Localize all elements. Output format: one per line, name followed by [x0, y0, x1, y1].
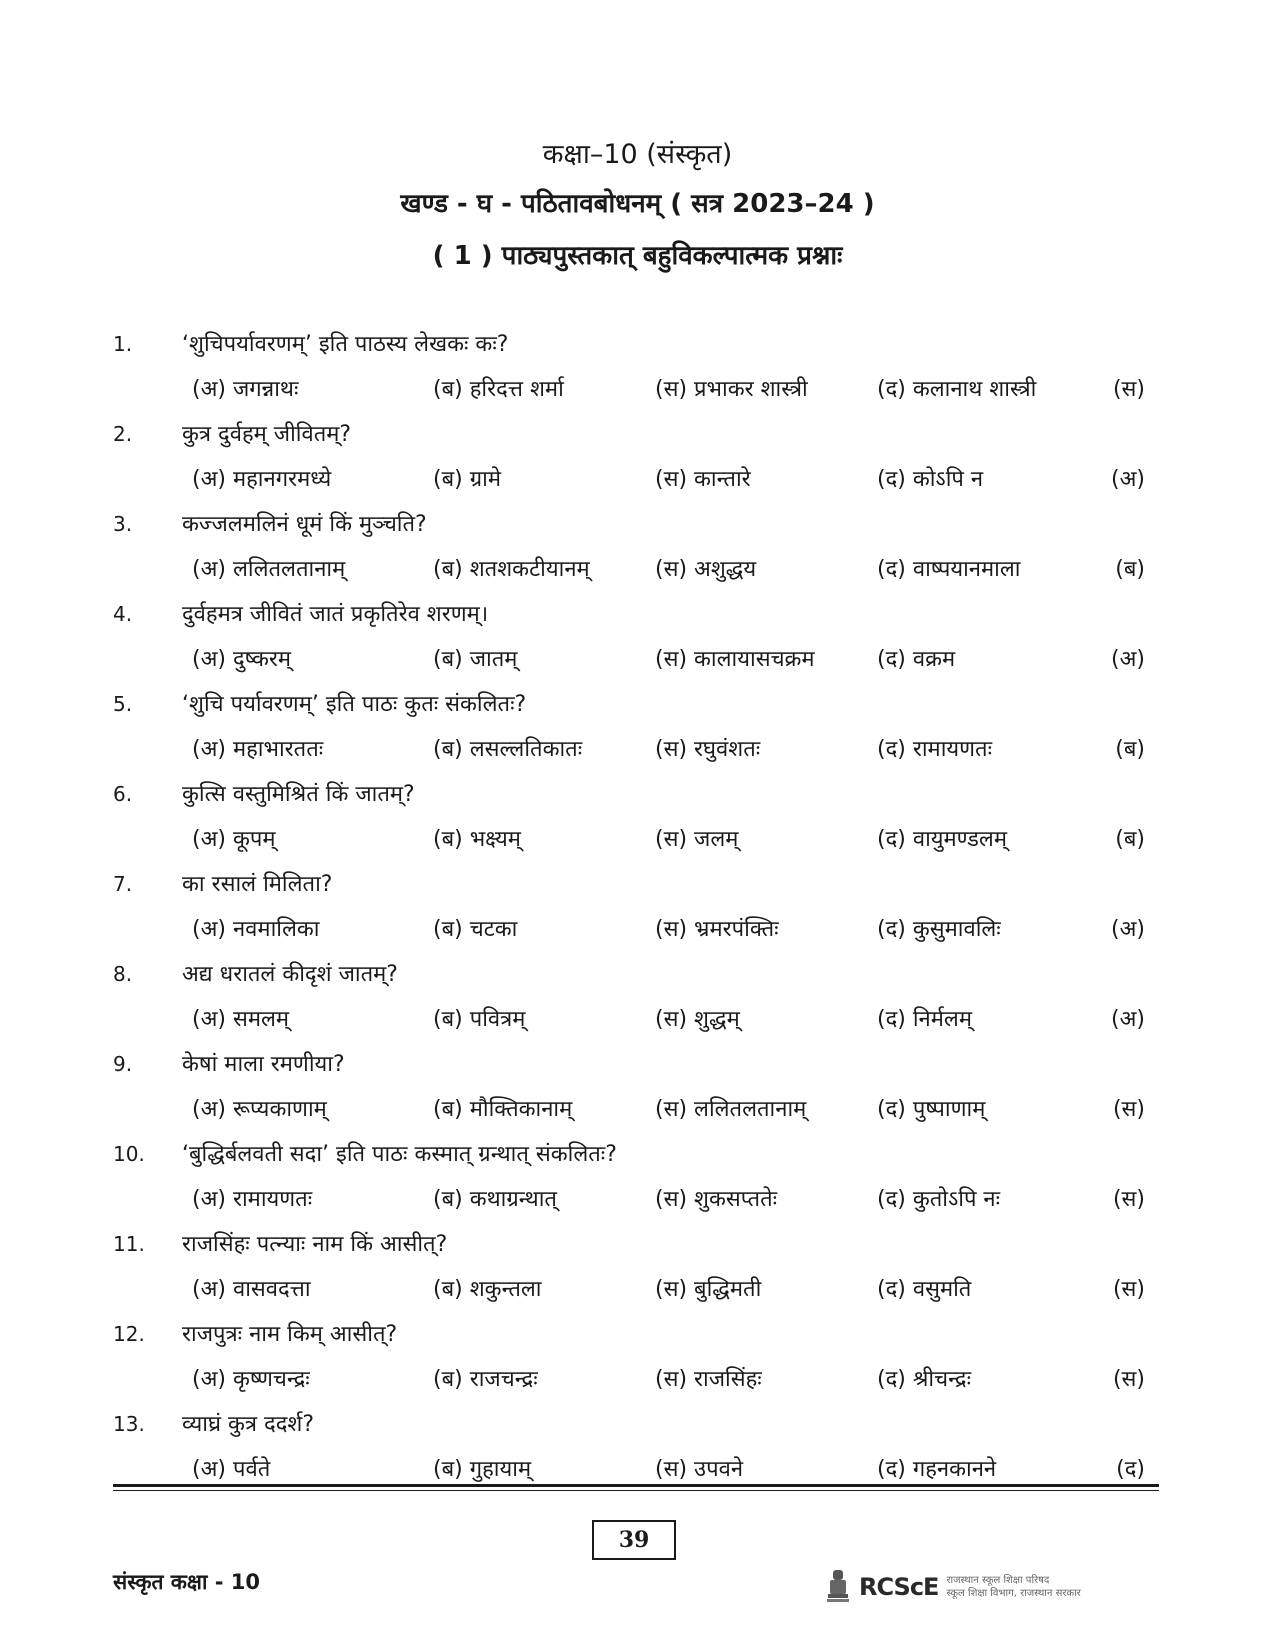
option-c: (स) उपवने: [655, 1457, 744, 1482]
question-text: व्याघ्रं कुत्र ददर्श?: [182, 1412, 315, 1437]
option-d: (द) वसुमति: [877, 1277, 972, 1302]
answer-key: (अ): [1111, 467, 1145, 492]
question-text: राजसिंहः पत्न्याः नाम किं आसीत्?: [182, 1232, 448, 1257]
option-d: (द) निर्मलम्: [877, 1007, 972, 1032]
option-d: (द) वाष्पयानमाला: [877, 557, 1021, 582]
option-b: (ब) हरिदत्त शर्मा: [433, 377, 564, 402]
option-b: (ब) पवित्रम्: [433, 1007, 526, 1032]
option-d: (द) वायुमण्डलम्: [877, 827, 1007, 852]
option-a: (अ) कूपम्: [192, 827, 276, 852]
option-a: (अ) वासवदत्ता: [192, 1277, 311, 1302]
option-d: (द) वक्रम: [877, 647, 956, 672]
answer-key: (स): [1112, 377, 1145, 402]
options-line: [0, 1357, 1275, 1401]
question-item: [0, 952, 1275, 1042]
options-line: [0, 1267, 1275, 1311]
question-text: कुत्र दुर्वहम् जीवितम्?: [182, 422, 352, 447]
option-a: (अ) नवमालिका: [192, 917, 320, 942]
question-item: [0, 1402, 1275, 1492]
options-line: [0, 637, 1275, 681]
question-text: ‘बुद्धिर्बलवती सदा’ इति पाठः कस्मात् ग्रन्थात् संकलितः?: [182, 1142, 617, 1167]
answer-key: (स): [1112, 1367, 1145, 1392]
question-line: [0, 1042, 1275, 1086]
option-c: (स) शुद्धम्: [655, 1007, 740, 1032]
option-c: (स) भ्रमरपंक्तिः: [655, 917, 779, 942]
answer-key: (ब): [1115, 827, 1145, 852]
option-b: (ब) लसल्लतिकातः: [433, 737, 583, 762]
question-item: [0, 862, 1275, 952]
question-number: 7.: [113, 872, 133, 896]
option-d: (द) कोऽपि न: [877, 467, 984, 492]
option-a: (अ) रूप्यकाणाम्: [192, 1097, 327, 1122]
question-text: राजपुत्रः नाम किम् आसीत्?: [182, 1322, 398, 1347]
question-text: केषां माला रमणीया?: [182, 1052, 345, 1077]
question-item: [0, 1222, 1275, 1312]
option-b: (ब) जातम्: [433, 647, 518, 672]
option-b: (ब) ग्रामे: [433, 467, 501, 492]
question-line: [0, 322, 1275, 366]
options-line: [0, 547, 1275, 591]
question-text: का रसालं मिलिता?: [182, 872, 333, 897]
option-d: (द) कुसुमावलिः: [877, 917, 1001, 942]
question-number: 8.: [113, 962, 133, 986]
option-a: (अ) जगन्नाथः: [192, 377, 299, 402]
option-a: (अ) कृष्णचन्द्रः: [192, 1367, 310, 1392]
option-d: (द) पुष्पाणाम्: [877, 1097, 986, 1122]
options-line: [0, 1177, 1275, 1221]
answer-key: (स): [1112, 1277, 1145, 1302]
question-number: 11.: [113, 1232, 145, 1256]
question-number: 4.: [113, 602, 133, 626]
option-c: (स) जलम्: [655, 827, 739, 852]
question-text: कज्जलमलिनं धूमं किं मुञ्चति?: [182, 512, 427, 537]
option-a: (अ) महानगरमध्ये: [192, 467, 332, 492]
question-item: [0, 1312, 1275, 1402]
answer-key: (द): [1116, 1457, 1145, 1482]
option-b: (ब) शकुन्तला: [433, 1277, 542, 1302]
option-d: (द) श्रीचन्द्रः: [877, 1367, 972, 1392]
question-item: [0, 1132, 1275, 1222]
question-line: [0, 772, 1275, 816]
option-c: (स) राजसिंहः: [655, 1367, 762, 1392]
option-b: (ब) कथाग्रन्थात्: [433, 1187, 557, 1212]
question-item: [0, 1042, 1275, 1132]
option-d: (द) रामायणतः: [877, 737, 993, 762]
question-text: दुर्वहमत्र जीवितं जातं प्रकृतिरेव शरणम्।: [182, 602, 489, 627]
option-c: (स) अशुद्धय: [655, 557, 757, 582]
question-line: [0, 1132, 1275, 1176]
option-a: (अ) समलम्: [192, 1007, 290, 1032]
question-item: [0, 502, 1275, 592]
option-a: (अ) महाभारततः: [192, 737, 324, 762]
question-number: 10.: [113, 1142, 145, 1166]
logo-subtext-1: राजस्थान स्कूल शिक्षा परिषद: [946, 1575, 1050, 1586]
option-d: (द) कलानाथ शास्त्री: [877, 377, 1037, 402]
question-line: [0, 1312, 1275, 1356]
option-b: (ब) मौक्तिकानाम्: [433, 1097, 573, 1122]
question-line: [0, 1222, 1275, 1266]
question-text: ‘शुचिपर्यावरणम्’ इति पाठस्य लेखकः कः?: [182, 332, 509, 357]
option-c: (स) बुद्धिमती: [655, 1277, 762, 1302]
question-number: 5.: [113, 692, 133, 716]
logo-subtext-2: स्कूल शिक्षा विभाग, राजस्थान सरकार: [946, 1588, 1081, 1599]
options-line: [0, 817, 1275, 861]
logo-text: RCScE: [859, 1573, 939, 1601]
option-b: (ब) शतशकटीयानम्: [433, 557, 590, 582]
question-item: [0, 322, 1275, 412]
option-c: (स) रघुवंशतः: [655, 737, 761, 762]
question-line: [0, 682, 1275, 726]
question-text: अद्य धरातलं कीदृशं जातम्?: [182, 962, 398, 987]
question-number: 2.: [113, 422, 133, 446]
answer-key: (ब): [1115, 557, 1145, 582]
option-c: (स) शुकसप्ततेः: [655, 1187, 778, 1212]
option-a: (अ) ललितलतानाम्: [192, 557, 346, 582]
footer-rule-thick: [113, 1484, 1159, 1487]
question-item: [0, 772, 1275, 862]
option-a: (अ) दुष्करम्: [192, 647, 292, 672]
answer-key: (अ): [1111, 647, 1145, 672]
option-b: (ब) चटका: [433, 917, 518, 942]
question-item: [0, 592, 1275, 682]
question-number: 13.: [113, 1412, 145, 1436]
answer-key: (अ): [1111, 1007, 1145, 1032]
question-list: [0, 322, 1275, 1492]
option-d: (द) कुतोऽपि नः: [877, 1187, 1001, 1212]
options-line: [0, 457, 1275, 501]
question-text: कुत्सि वस्तुमिश्रितं किं जातम्?: [182, 782, 415, 807]
question-number: 3.: [113, 512, 133, 536]
answer-key: (स): [1112, 1187, 1145, 1212]
options-line: [0, 727, 1275, 771]
question-text: ‘शुचि पर्यावरणम्’ इति पाठः कुतः संकलितः?: [182, 692, 527, 717]
question-line: [0, 412, 1275, 456]
options-line: [0, 1087, 1275, 1131]
question-item: [0, 682, 1275, 772]
options-line: [0, 367, 1275, 411]
option-c: (स) प्रभाकर शास्त्री: [655, 377, 808, 402]
class-title: कक्षा–10 (संस्कृत): [542, 139, 733, 170]
question-line: [0, 1402, 1275, 1446]
footer-subject: संस्कृत कक्षा - 10: [113, 1570, 260, 1594]
answer-key: (स): [1112, 1097, 1145, 1122]
option-c: (स) कालायासचक्रम: [655, 647, 815, 672]
rcsce-logo: [825, 1565, 1155, 1609]
question-item: [0, 412, 1275, 502]
question-line: [0, 862, 1275, 906]
page-number: 39: [592, 1520, 676, 1560]
subsection-title: ( 1 ) पाठ्यपुस्तकात् बहुविकल्पात्मक प्रश्नाः: [432, 241, 843, 271]
option-b: (ब) राजचन्द्रः: [433, 1367, 538, 1392]
option-b: (ब) गुहायाम्: [433, 1457, 532, 1482]
footer-rule-thin: [113, 1490, 1159, 1491]
option-c: (स) ललितलतानाम्: [655, 1097, 807, 1122]
question-number: 12.: [113, 1322, 145, 1346]
question-number: 9.: [113, 1052, 133, 1076]
option-a: (अ) रामायणतः: [192, 1187, 313, 1212]
options-line: [0, 997, 1275, 1041]
answer-key: (अ): [1111, 917, 1145, 942]
question-line: [0, 502, 1275, 546]
answer-key: (ब): [1115, 737, 1145, 762]
question-number: 1.: [113, 332, 133, 356]
options-line: [0, 907, 1275, 951]
question-number: 6.: [113, 782, 133, 806]
option-d: (द) गहनकानने: [877, 1457, 997, 1482]
section-title: खण्ड - घ - पठितावबोधनम् ( सत्र 2023–24 ): [400, 189, 875, 219]
option-c: (स) कान्तारे: [655, 467, 751, 492]
question-line: [0, 592, 1275, 636]
option-b: (ब) भक्ष्यम्: [433, 827, 521, 852]
question-line: [0, 952, 1275, 996]
state-emblem-icon: [825, 1568, 851, 1606]
option-a: (अ) पर्वते: [192, 1457, 271, 1482]
